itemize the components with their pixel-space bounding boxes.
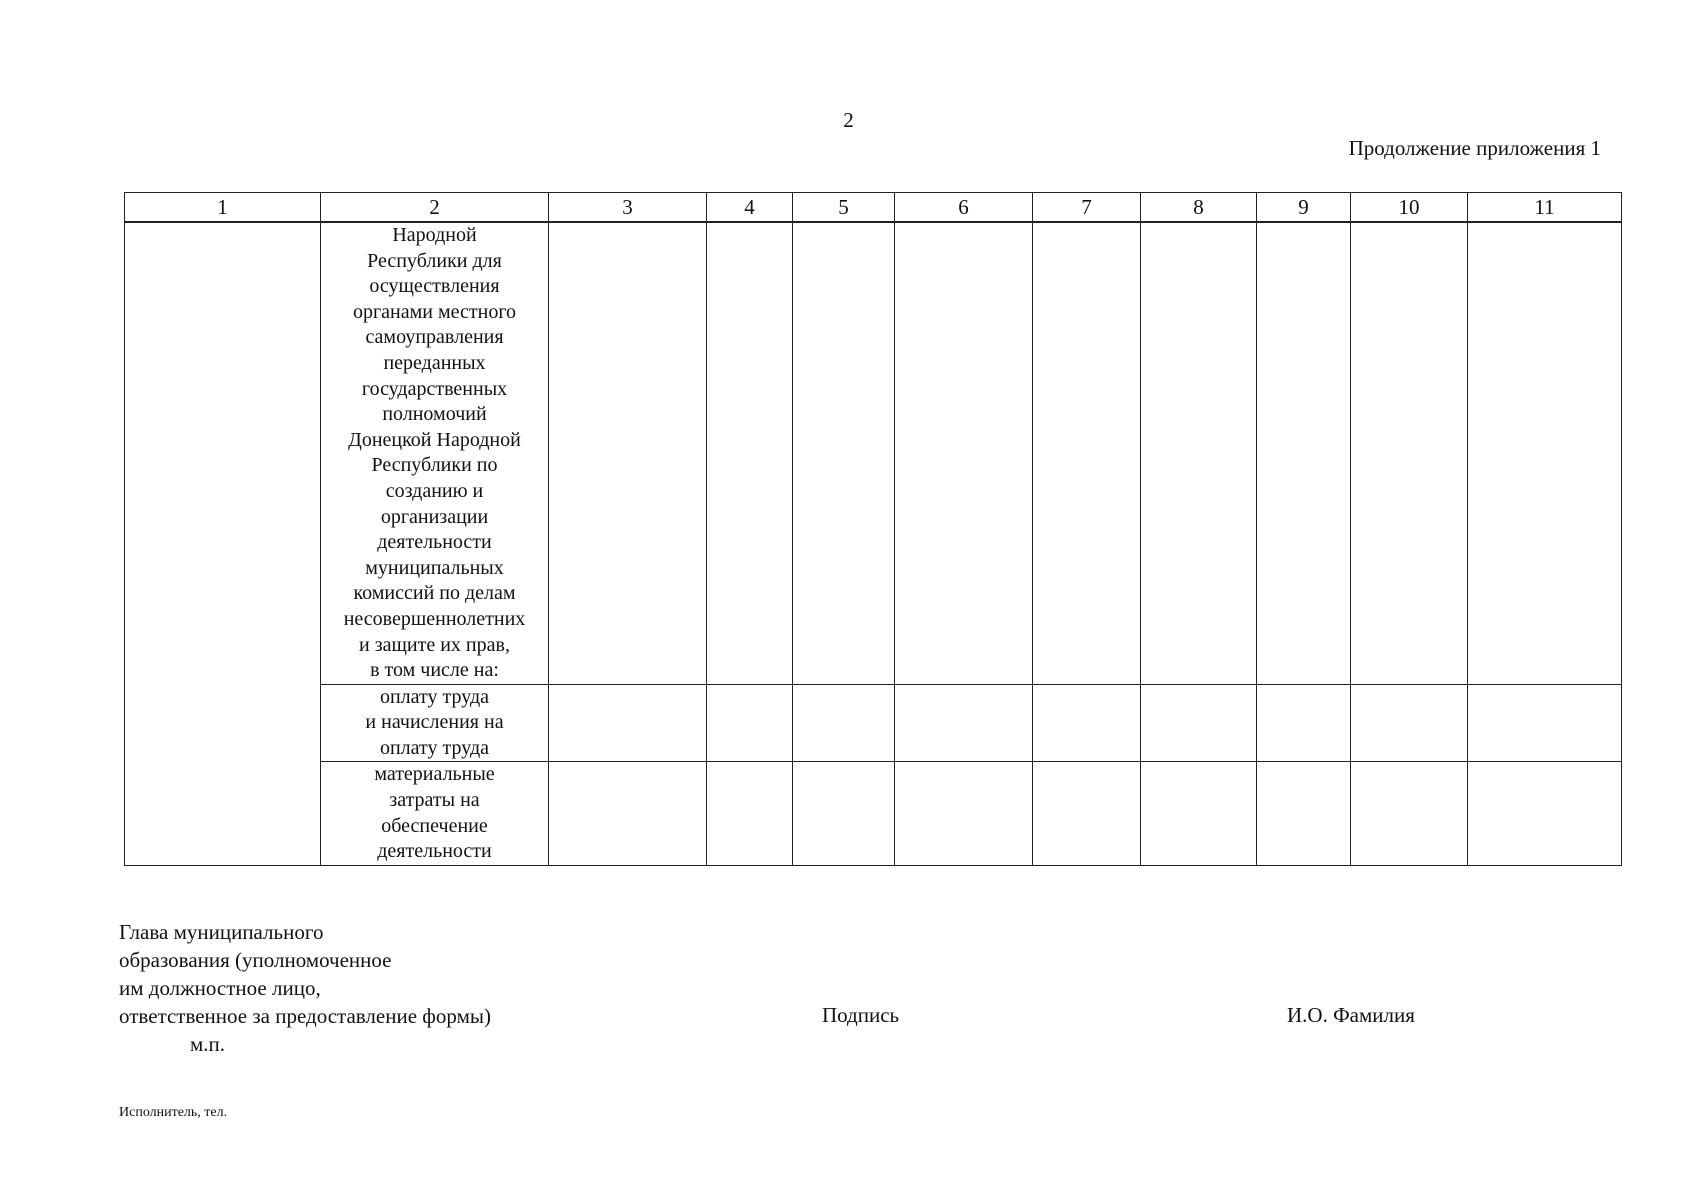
text-line: осуществления bbox=[369, 275, 500, 298]
table-cell bbox=[1033, 684, 1141, 762]
row-description-cell bbox=[321, 762, 549, 865]
row-description-cell bbox=[321, 222, 549, 684]
signer-title-line: ответственное за предоставление формы) bbox=[119, 1004, 491, 1028]
column-header: 3 bbox=[549, 193, 707, 223]
table-cell bbox=[549, 684, 707, 762]
text-line: комиссий по делам bbox=[353, 582, 516, 605]
table-cell bbox=[1468, 684, 1622, 762]
table-cell bbox=[1033, 222, 1141, 684]
text-line: деятельности bbox=[377, 531, 492, 554]
text-line: организации bbox=[380, 505, 489, 528]
name-label: И.О. Фамилия bbox=[1287, 1003, 1415, 1027]
text-line: муниципальных bbox=[365, 556, 504, 579]
text-line: полномочий bbox=[382, 403, 487, 426]
text-line: затраты на bbox=[389, 789, 480, 812]
text-line: в том числе на: bbox=[370, 659, 499, 682]
column-header: 1 bbox=[125, 193, 321, 223]
table-cell bbox=[1351, 222, 1468, 684]
signer-title-line: им должностное лицо, bbox=[119, 976, 321, 1000]
text-line: обеспечение bbox=[381, 814, 488, 837]
table-cell bbox=[1257, 762, 1351, 865]
column-header: 5 bbox=[793, 193, 895, 223]
text-line: Республики по bbox=[371, 454, 498, 477]
row-description-cell bbox=[321, 684, 549, 762]
signer-title-line: образования (уполномоченное bbox=[119, 948, 392, 972]
table-cell bbox=[793, 762, 895, 865]
text-line: Донецкой Народной bbox=[348, 428, 521, 451]
column-header: 9 bbox=[1257, 193, 1351, 223]
column-header: 4 bbox=[707, 193, 793, 223]
column-header: 11 bbox=[1468, 193, 1622, 223]
text-line: материальные bbox=[374, 763, 495, 786]
text-line: и защите их прав, bbox=[359, 633, 510, 656]
table-cell bbox=[1468, 222, 1622, 684]
text-line: Республики для bbox=[367, 249, 502, 272]
signer-title bbox=[119, 918, 491, 1030]
page-number: 2 bbox=[843, 108, 854, 132]
table-cell bbox=[793, 684, 895, 762]
table-cell bbox=[1141, 684, 1257, 762]
table-cell bbox=[549, 762, 707, 865]
table-row bbox=[125, 762, 1622, 865]
text-line: несовершеннолетних bbox=[343, 607, 526, 630]
table-cell bbox=[1468, 762, 1622, 865]
signature-label: Подпись bbox=[822, 1003, 900, 1027]
table-cell bbox=[1351, 684, 1468, 762]
table-cell bbox=[895, 222, 1033, 684]
executor-label: Исполнитель, тел. bbox=[119, 1105, 228, 1120]
column-header: 6 bbox=[895, 193, 1033, 223]
text-line: самоуправления bbox=[365, 326, 504, 349]
appendix-continuation-label: Продолжение приложения 1 bbox=[1348, 136, 1601, 160]
table-cell bbox=[707, 762, 793, 865]
table-cell bbox=[895, 762, 1033, 865]
text-line: переданных bbox=[383, 351, 486, 374]
table-cell bbox=[1257, 222, 1351, 684]
stamp-placeholder: м.п. bbox=[190, 1032, 226, 1056]
text-line: Народной bbox=[392, 224, 477, 246]
form-table bbox=[124, 192, 1622, 866]
table-cell bbox=[1351, 762, 1468, 865]
table-cell bbox=[1141, 222, 1257, 684]
text-line: и начисления на bbox=[365, 711, 504, 734]
text-line: органами местного bbox=[352, 300, 517, 323]
text-line: деятельности bbox=[377, 840, 492, 863]
text-line: созданию и bbox=[385, 479, 484, 502]
table-cell bbox=[793, 222, 895, 684]
table-cell bbox=[707, 684, 793, 762]
text-line: оплату труда bbox=[379, 685, 490, 708]
table-cell bbox=[125, 222, 321, 865]
text-line: государственных bbox=[361, 377, 508, 400]
signer-title-line: Глава муниципального bbox=[119, 920, 324, 944]
table-row bbox=[125, 222, 1622, 684]
column-header: 10 bbox=[1351, 193, 1468, 223]
column-header: 7 bbox=[1033, 193, 1141, 223]
table-header-row bbox=[125, 193, 1622, 223]
table-row bbox=[125, 684, 1622, 762]
table-cell bbox=[1257, 684, 1351, 762]
table-cell bbox=[895, 684, 1033, 762]
table-cell bbox=[707, 222, 793, 684]
table-cell bbox=[1141, 762, 1257, 865]
table-cell bbox=[1033, 762, 1141, 865]
column-header: 8 bbox=[1141, 193, 1257, 223]
column-header: 2 bbox=[321, 193, 549, 223]
text-line: оплату труда bbox=[379, 736, 490, 759]
table-cell bbox=[549, 222, 707, 684]
